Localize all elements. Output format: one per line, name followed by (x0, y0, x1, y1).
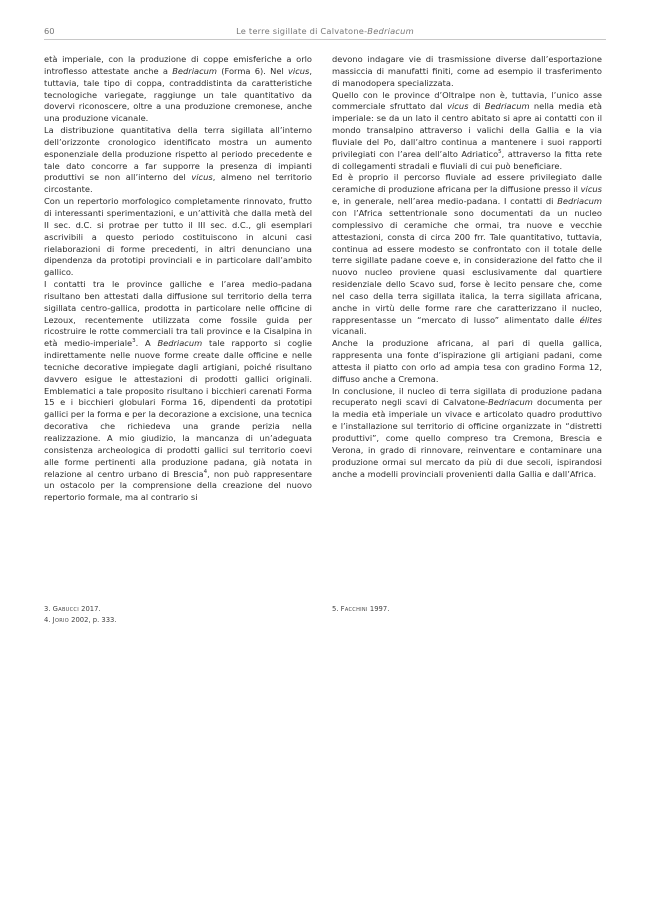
footnote (44, 604, 312, 615)
italic-term: vicus (580, 184, 602, 195)
text-run: . A (135, 338, 158, 349)
header-rule (44, 39, 606, 40)
footnote-marker: 5 (498, 148, 502, 155)
footnotes-right (332, 604, 602, 615)
italic-term: élites (579, 314, 602, 325)
footnote-number: 4. (44, 615, 53, 624)
running-title (44, 26, 606, 36)
footnote-reference: 1997. (367, 605, 390, 613)
italic-term: vicus (288, 65, 310, 76)
italic-term: Bedriacum (172, 65, 218, 76)
italic-term: Bedriacum (157, 338, 203, 349)
right-column (332, 54, 602, 480)
text-run: La distribuzione quantitativa della terra sigillata all’interno dell’orizzonte cronologico identificato mostra un aumento esponenziale della produzione rispetto al periodo precedente e tale dato concorre a far supporre la presenza di impianti produttivi se non all’interno del (44, 125, 312, 183)
text-run: documenta per la media età imperiale un vivace e articolato quadro produttivo e l’installazione sul territorio di officine organizzate in “distretti produttivi”, come quello compreso tra Cremona, Brescia e Verona, in grado di rinnovare, reinventare e contaminare una produzione ormai sul mercato da più di due secoli, ispirandosi anche a modelli provinciali provenienti dalla Gallia e dall’Africa. (332, 397, 602, 479)
footnote (44, 615, 312, 626)
footnote-author: Facchini (340, 605, 368, 613)
footnote-marker: 4 (203, 468, 208, 475)
footnote-reference: 2002, p. 333. (68, 615, 117, 624)
text-run: , non può rappresentare un ostacolo per la comprensione della creazione del nuovo repertorio formale, ma al contrario si (44, 468, 312, 503)
text-run: e, in generale, nell’area medio-padana. I contatti di (332, 196, 558, 207)
text-run: , attraverso la fitta rete di collegamenti stradali e fluviali di cui può beneficiare. (332, 148, 602, 171)
text-run: devono indagare vie di trasmissione diverse dall’esportazione massiccia di manufatti finiti, come ad esempio il trasferimento di manodopera specializzata. (332, 54, 602, 88)
text-run: , tuttavia, tale tipo di coppa, contraddistinta da caratteristiche tecnologiche variegate, raggiunge un tale quantitativo da dovervi riconoscere, oltre a una produzione cremonese, anche una produzione vicanale. (44, 65, 312, 124)
text-run: Ed è proprio il percorso fluviale ad essere privilegiato dalle ceramiche di produzione africana per la diffusione presso il (332, 172, 602, 195)
page-number: 60 (44, 26, 55, 36)
paragraph (44, 54, 312, 125)
paragraph (332, 54, 602, 90)
footnote-marker: 3 (132, 338, 136, 345)
paragraph (44, 279, 312, 504)
paragraph (44, 196, 312, 279)
running-title-text: Le terre sigillate di Calvatone- (236, 26, 368, 36)
italic-term: Bedriacum (484, 101, 530, 112)
text-run: I contatti tra le province galliche e l’area medio-padana risultano ben attestati dalla diffusione sul territorio della terra sigillata centro-gallica, prodotta in particolare nelle officine di Lezoux, recentemente utilizzata come fossile guida per ricostruire le rotte commerciali tra tali province e la Cisalpina in età medio-imperiale (44, 279, 312, 349)
footnote-reference: 2017. (79, 605, 101, 613)
text-run: nella media età imperiale: se da un lato il centro abitato si apre ai contatti con il mondo transalpino attraverso i valichi della Gallia e la via fluviale del Po, dall’altro continua a mantenere i suoi rapporti privilegiati con l’area dell’alto Adriatico (332, 101, 602, 159)
paragraph (332, 386, 602, 481)
footnote (332, 604, 602, 615)
text-run: , almeno nel territorio circostante. (44, 172, 312, 195)
footnote-number: 5. (332, 605, 341, 613)
text-run: In conclusione, il nucleo di terra sigillata di produzione padana recuperato negli scavi di Calvatone- (332, 385, 602, 408)
italic-term: Bedriacum (557, 196, 602, 207)
text-run: (Forma 6). Nel (217, 65, 288, 76)
text-run: vicanali. (332, 326, 367, 337)
text-run: con l’Africa settentrionale sono documentati da un nucleo complessivo di ceramiche che ormai, tra nuove e vecchie attestazioni, consta di circa 200 frr. Tale quantitativo, tuttavia, continua ad essere modesto se confrontato con il totale delle terre sigillate padane coeve e, in considerazione del fatto che il nuovo nucleo proviene quasi esclusivamente dal quartiere residenziale dello Scavo sud, forse è lecito pensare che, come nel caso della terra sigillata italica, la terra sigillata africana, anche in virtù delle forme rare che caratterizzano il nucleo, rappresentasse un “mercato di lusso” alimentato dalle (332, 207, 602, 325)
footnotes-left (44, 604, 312, 625)
italic-term: vicus (447, 101, 469, 112)
paragraph (332, 90, 602, 173)
text-run: Anche la produzione africana, al pari di quella gallica, rappresenta una fonte d’ispirazione gli artigiani padani, come attesta il piatto con orlo ad ampia tesa con gradino Forma 12, diffuso anche a Cremona. (332, 338, 602, 384)
footnote-author: Gabucci (52, 605, 79, 613)
paragraph (332, 338, 602, 385)
text-run: Con un repertorio morfologico completamente rinnovato, frutto di interessanti sperimentazioni, e un’attività che dalla metà del II sec. d.C. si protrae per tutto il III sec. d.C., gli esemplari ascrivibili a questo periodo costituiscono in alcuni casi rielaborazioni di forme precedenti, in altri denunciano una dipendenza da prototipi provinciali e in particolare dall’ambito gallico. (44, 196, 312, 278)
text-run: tale rapporto si coglie indirettamente nelle nuove forme create dalle officine e nelle tecniche decorative impiegate dagli artigiani, poiché risultano davvero esigue le attestazioni di prodotti gallici originali. Emblematici a tale proposito risultano i bicchieri carenati Forma 15 e i bicchieri globulari Forma 16, dipendenti da prototipi gallici per la forma e per la decorazione a excisione, una tecnica decorativa che richiedeva una grande perizia nella realizzazione. A mio giudizio, la mancanza di un’adeguata consistenza archeologica di prodotti gallici sul territorio coevi alle forme pertinenti alla produzione padana, già notata in relazione al centro urbano di Brescia (44, 338, 313, 479)
text-run: età imperiale, con la produzione di coppe emisferiche a orlo introflesso attestate anche a (44, 54, 312, 76)
italic-term: Bedriacum (488, 397, 533, 408)
running-title-italic: Bedriacum (367, 26, 414, 36)
text-run: di (468, 101, 485, 112)
paragraph (44, 125, 312, 196)
paragraph (332, 172, 602, 338)
footnote-number: 3. (44, 605, 53, 613)
text-run: Quello con le province d’Oltralpe non è, tuttavia, l’unico asse commerciale sfruttato dal (332, 89, 602, 112)
left-column (44, 54, 312, 504)
footnote-author: Jorio (52, 615, 69, 624)
italic-term: vicus (191, 172, 213, 183)
